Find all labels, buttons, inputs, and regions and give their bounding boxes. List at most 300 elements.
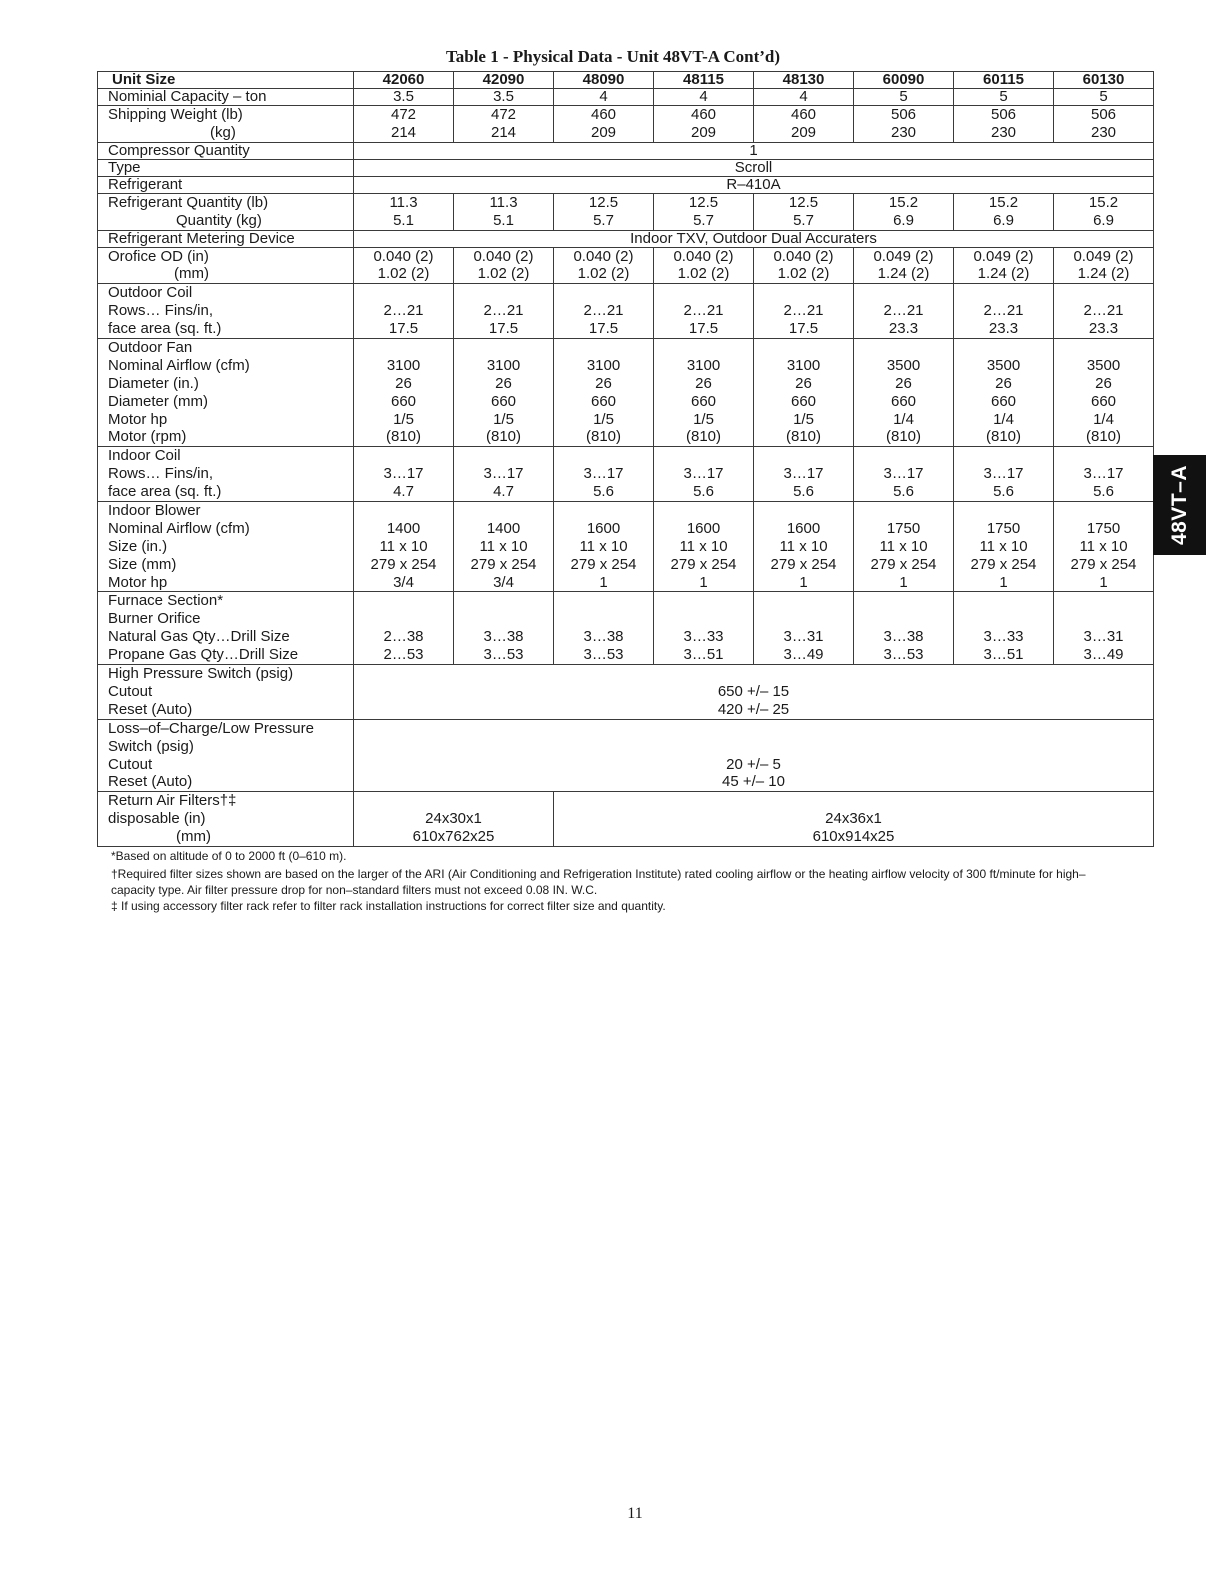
cell-value bbox=[454, 339, 553, 357]
section-tab bbox=[1153, 455, 1206, 555]
cell-value: 1.02 (2) bbox=[477, 265, 530, 283]
cell-value: 11 x 10 bbox=[979, 537, 1028, 555]
cell-value bbox=[1054, 592, 1153, 610]
cell-value bbox=[454, 447, 553, 465]
cell-value: 230 bbox=[890, 123, 917, 141]
cell-value: 1 bbox=[599, 573, 608, 591]
value-cell bbox=[754, 447, 854, 502]
row-label-line: Indoor Coil bbox=[108, 447, 181, 465]
cell-value: 5.7 bbox=[593, 211, 614, 229]
cell-value: 1.02 (2) bbox=[577, 265, 630, 283]
row-label-line: Natural Gas Qty…Drill Size bbox=[108, 628, 290, 646]
cell-value: 11 x 10 bbox=[879, 537, 928, 555]
cell-value: 3100 bbox=[486, 356, 521, 374]
cell-value bbox=[554, 339, 653, 357]
cell-value: 1400 bbox=[486, 519, 521, 537]
cell-value: 3.5 bbox=[493, 88, 514, 105]
cell-value: (810) bbox=[685, 428, 722, 446]
cell-value bbox=[1054, 610, 1153, 628]
row-high-pressure-switch-psig bbox=[98, 665, 1154, 720]
cell-value: 1/5 bbox=[593, 410, 614, 428]
value-cell bbox=[454, 502, 554, 592]
value-cell bbox=[1054, 284, 1154, 339]
value-cell bbox=[454, 592, 554, 665]
cell-value: 6.9 bbox=[1093, 211, 1114, 229]
value-cell bbox=[654, 284, 754, 339]
cell-value: 2…53 bbox=[383, 646, 424, 664]
row-label-line: Reset (Auto) bbox=[108, 700, 193, 718]
cell-value: 45 +/– 10 bbox=[722, 773, 785, 791]
value-cell bbox=[754, 284, 854, 339]
cell-value: 17.5 bbox=[588, 320, 619, 338]
cell-value: 5 bbox=[899, 88, 908, 105]
unit-size-value: 60130 bbox=[1082, 71, 1125, 88]
cell-value bbox=[654, 339, 753, 357]
row-refrigerant-quantity-lb bbox=[98, 193, 1154, 230]
cell-value: 2…21 bbox=[383, 302, 424, 320]
cell-value: 3…33 bbox=[683, 628, 724, 646]
row-label-line: Loss–of–Charge/Low Pressure bbox=[108, 719, 314, 737]
value-cell bbox=[454, 247, 554, 284]
value-cell bbox=[854, 106, 954, 143]
row-loss-of-charge-low-pressure bbox=[98, 719, 1154, 792]
row-label-line: (mm) bbox=[176, 828, 211, 846]
unit-size-column-header bbox=[954, 72, 1054, 89]
value-cell bbox=[354, 89, 454, 106]
cell-value bbox=[854, 284, 953, 302]
unit-size-value: 60090 bbox=[882, 71, 925, 88]
row-label bbox=[98, 284, 354, 339]
cell-value bbox=[554, 792, 1153, 810]
cell-value: 460 bbox=[790, 106, 817, 123]
row-outdoor-fan bbox=[98, 339, 1154, 447]
row-label-line: Reset (Auto) bbox=[108, 773, 193, 791]
cell-value: 279 x 254 bbox=[970, 555, 1037, 573]
cell-value: (810) bbox=[785, 428, 822, 446]
cell-value: 3…53 bbox=[583, 646, 624, 664]
value-cell bbox=[354, 106, 454, 143]
unit-size-value: 42060 bbox=[382, 71, 425, 88]
row-label-line: Nominal Airflow (cfm) bbox=[108, 519, 250, 537]
cell-value: 472 bbox=[490, 106, 517, 123]
cell-value: 1 bbox=[749, 142, 758, 159]
cell-value: 1600 bbox=[786, 519, 821, 537]
cell-value bbox=[554, 610, 653, 628]
cell-value: 209 bbox=[690, 123, 717, 141]
cell-value bbox=[754, 502, 853, 520]
row-label-line: face area (sq. ft.) bbox=[108, 483, 222, 501]
cell-value: 5.7 bbox=[693, 211, 714, 229]
cell-value: 3…49 bbox=[1083, 646, 1124, 664]
value-cell bbox=[954, 247, 1054, 284]
row-label-line: Rows… Fins/in, bbox=[108, 465, 214, 483]
cell-value: 2…21 bbox=[883, 302, 924, 320]
value-cell bbox=[754, 339, 854, 447]
cell-value: 5 bbox=[999, 88, 1008, 105]
value-cell bbox=[754, 247, 854, 284]
value-cell bbox=[954, 502, 1054, 592]
row-label bbox=[98, 193, 354, 230]
cell-value: 3…38 bbox=[883, 628, 924, 646]
value-cell bbox=[1054, 89, 1154, 106]
cell-value: 24x36x1 bbox=[825, 810, 882, 828]
cell-value: 1 bbox=[1099, 573, 1108, 591]
cell-value bbox=[654, 502, 753, 520]
cell-value: 3500 bbox=[1086, 356, 1121, 374]
value-cell bbox=[354, 339, 454, 447]
cell-value: 0.040 (2) bbox=[673, 247, 734, 265]
row-label-line: Outdoor Fan bbox=[108, 339, 193, 357]
row-label-line: Quantity (kg) bbox=[176, 211, 262, 229]
value-cell bbox=[354, 284, 454, 339]
value-cell bbox=[554, 106, 654, 143]
cell-value bbox=[354, 665, 1153, 683]
row-nominial-capacity-ton bbox=[98, 89, 1154, 106]
cell-value bbox=[454, 502, 553, 520]
cell-value: 2…21 bbox=[1083, 302, 1124, 320]
cell-value bbox=[354, 592, 453, 610]
cell-value: 3100 bbox=[786, 356, 821, 374]
cell-value: 279 x 254 bbox=[570, 555, 637, 573]
value-cell bbox=[954, 447, 1054, 502]
cell-value: 17.5 bbox=[388, 320, 419, 338]
cell-value: 2…21 bbox=[783, 302, 824, 320]
cell-value: 17.5 bbox=[688, 320, 719, 338]
footnotes bbox=[111, 848, 1101, 914]
cell-value bbox=[954, 592, 1053, 610]
cell-value bbox=[854, 610, 953, 628]
cell-value: 1.24 (2) bbox=[977, 265, 1030, 283]
cell-value: 460 bbox=[590, 106, 617, 123]
value-cell bbox=[1054, 447, 1154, 502]
cell-value: 20 +/– 5 bbox=[726, 755, 781, 773]
value-cell bbox=[554, 193, 654, 230]
cell-value: 1 bbox=[899, 573, 908, 591]
cell-value: 5 bbox=[1099, 88, 1108, 105]
cell-value bbox=[354, 447, 453, 465]
value-cell bbox=[754, 502, 854, 592]
cell-value: 460 bbox=[690, 106, 717, 123]
cell-value: 3…31 bbox=[1083, 628, 1124, 646]
cell-value: 472 bbox=[390, 106, 417, 123]
row-outdoor-coil bbox=[98, 284, 1154, 339]
cell-value: 17.5 bbox=[788, 320, 819, 338]
section-tab-label: 48VT–A bbox=[1167, 464, 1191, 546]
unit-size-column-header bbox=[654, 72, 754, 89]
cell-value: 1 bbox=[699, 573, 708, 591]
cell-value bbox=[1054, 447, 1153, 465]
cell-value bbox=[754, 339, 853, 357]
cell-value: 26 bbox=[595, 374, 612, 392]
cell-value: 15.2 bbox=[1088, 193, 1119, 211]
cell-value: 6.9 bbox=[993, 211, 1014, 229]
cell-value: Scroll bbox=[734, 159, 773, 176]
cell-value bbox=[554, 592, 653, 610]
unit-size-value: 60115 bbox=[983, 71, 1024, 88]
cell-value bbox=[954, 502, 1053, 520]
cell-value: (810) bbox=[385, 428, 422, 446]
cell-value: 26 bbox=[895, 374, 912, 392]
cell-value: 0.049 (2) bbox=[1073, 247, 1134, 265]
value-cell bbox=[1054, 193, 1154, 230]
cell-value: 5.1 bbox=[393, 211, 414, 229]
cell-value: 1750 bbox=[1086, 519, 1121, 537]
row-label-line: Switch (psig) bbox=[108, 737, 194, 755]
cell-value bbox=[654, 447, 753, 465]
row-label bbox=[98, 339, 354, 447]
table-title: Table 1 - Physical Data - Unit 48VT-A Cont’d) bbox=[445, 47, 781, 66]
cell-value: 420 +/– 25 bbox=[717, 700, 790, 718]
merged-value-cell bbox=[354, 176, 1154, 193]
cell-value: 3…17 bbox=[1083, 465, 1124, 483]
cell-value: 1600 bbox=[686, 519, 721, 537]
cell-value: 1/5 bbox=[793, 410, 814, 428]
row-label-line: Diameter (in.) bbox=[108, 374, 199, 392]
value-cell bbox=[754, 193, 854, 230]
cell-value: 26 bbox=[995, 374, 1012, 392]
value-cell bbox=[954, 592, 1054, 665]
row-label-line: Type bbox=[108, 159, 141, 176]
value-cell bbox=[954, 89, 1054, 106]
cell-value: 3…17 bbox=[583, 465, 624, 483]
value-cell bbox=[554, 247, 654, 284]
value-cell bbox=[1054, 247, 1154, 284]
cell-value: 1.02 (2) bbox=[377, 265, 430, 283]
cell-value: 1/4 bbox=[893, 410, 914, 428]
cell-value: 11 x 10 bbox=[479, 537, 528, 555]
cell-value: 23.3 bbox=[988, 320, 1019, 338]
cell-value: 4.7 bbox=[393, 483, 414, 501]
cell-value: 3500 bbox=[886, 356, 921, 374]
cell-value: 1750 bbox=[886, 519, 921, 537]
value-cell bbox=[454, 447, 554, 502]
cell-value: 11 x 10 bbox=[1079, 537, 1128, 555]
merged-value-cell bbox=[354, 665, 1154, 720]
row-label bbox=[98, 106, 354, 143]
cell-value bbox=[754, 592, 853, 610]
unit-size-value: 48090 bbox=[582, 71, 625, 88]
cell-value: 1/5 bbox=[493, 410, 514, 428]
value-cell bbox=[554, 447, 654, 502]
cell-value: 660 bbox=[490, 392, 517, 410]
cell-value: (810) bbox=[985, 428, 1022, 446]
cell-value: 214 bbox=[390, 123, 417, 141]
value-cell bbox=[354, 193, 454, 230]
cell-value: 5.7 bbox=[793, 211, 814, 229]
cell-value: 2…21 bbox=[583, 302, 624, 320]
cell-value bbox=[554, 284, 653, 302]
cell-value: 3…38 bbox=[483, 628, 524, 646]
row-label-line: Size (in.) bbox=[108, 537, 168, 555]
value-cell bbox=[354, 247, 454, 284]
row-label-line: Refrigerant Quantity (lb) bbox=[108, 193, 269, 211]
unit-size-header bbox=[98, 72, 354, 89]
cell-value: 15.2 bbox=[888, 193, 919, 211]
row-label-line: Diameter (mm) bbox=[108, 392, 208, 410]
cell-value: 6.9 bbox=[893, 211, 914, 229]
value-cell bbox=[454, 193, 554, 230]
row-label-line: Nominial Capacity – ton bbox=[108, 88, 267, 105]
cell-value bbox=[654, 284, 753, 302]
row-label-line: Nominal Airflow (cfm) bbox=[108, 356, 250, 374]
row-label-line: Outdoor Coil bbox=[108, 284, 193, 302]
cell-value: 1/5 bbox=[393, 410, 414, 428]
value-cell bbox=[854, 339, 954, 447]
unit-size-column-header bbox=[754, 72, 854, 89]
cell-value: 3…51 bbox=[683, 646, 724, 664]
cell-value: 3…17 bbox=[683, 465, 724, 483]
cell-value: (810) bbox=[585, 428, 622, 446]
value-cell bbox=[954, 106, 1054, 143]
cell-value: 5.6 bbox=[693, 483, 714, 501]
cell-value: 17.5 bbox=[488, 320, 519, 338]
footnote-filter-sizes: †Required filter sizes shown are based on the larger of the ARI (Air Conditioning and Refrigeration Institute) rated cooling airflow or the heating airflow velocity of 300 ft/minute for high–capacity type. Air filter pressure drop for non–standard filters must not exceed 0.08 IN. W.C. bbox=[111, 867, 1086, 897]
value-cell bbox=[1054, 502, 1154, 592]
row-label-line: Cutout bbox=[108, 682, 153, 700]
value-cell bbox=[354, 447, 454, 502]
row-label-line: High Pressure Switch (psig) bbox=[108, 665, 294, 683]
row-refrigerant-metering-device bbox=[98, 230, 1154, 247]
value-cell bbox=[854, 502, 954, 592]
row-label-line: Propane Gas Qty…Drill Size bbox=[108, 646, 299, 664]
row-return-air-filters bbox=[98, 792, 1154, 847]
cell-value bbox=[354, 610, 453, 628]
cell-value bbox=[354, 720, 1153, 738]
cell-value: 1/4 bbox=[1093, 410, 1114, 428]
cell-value: 15.2 bbox=[988, 193, 1019, 211]
cell-value: 5.6 bbox=[993, 483, 1014, 501]
cell-value: 3100 bbox=[686, 356, 721, 374]
row-label-line: Size (mm) bbox=[108, 555, 177, 573]
row-label-line: Refrigerant bbox=[108, 176, 183, 193]
footnote-altitude: *Based on altitude of 0 to 2000 ft (0–610 m). bbox=[111, 849, 347, 863]
row-label-line: Cutout bbox=[108, 755, 153, 773]
row-label bbox=[98, 502, 354, 592]
value-cell bbox=[654, 89, 754, 106]
value-cell bbox=[654, 193, 754, 230]
value-cell bbox=[554, 592, 654, 665]
cell-value bbox=[854, 502, 953, 520]
cell-value bbox=[1054, 502, 1153, 520]
row-label bbox=[98, 792, 354, 847]
value-cell bbox=[554, 284, 654, 339]
cell-value: 660 bbox=[890, 392, 917, 410]
row-compressor-quantity bbox=[98, 142, 1154, 159]
cell-value: 1400 bbox=[386, 519, 421, 537]
cell-value: 660 bbox=[990, 392, 1017, 410]
cell-value: 4 bbox=[699, 88, 708, 105]
value-cell bbox=[854, 193, 954, 230]
row-orofice-od-in bbox=[98, 247, 1154, 284]
cell-value: 3…17 bbox=[383, 465, 424, 483]
row-label bbox=[98, 142, 354, 159]
row-label bbox=[98, 592, 354, 665]
page-number: 11 bbox=[627, 1505, 643, 1522]
header-row bbox=[98, 72, 1154, 89]
cell-value: 279 x 254 bbox=[870, 555, 937, 573]
value-cell bbox=[654, 592, 754, 665]
cell-value bbox=[1054, 284, 1153, 302]
value-cell bbox=[854, 592, 954, 665]
unit-size-value: 48130 bbox=[782, 71, 825, 88]
cell-value: 1/4 bbox=[993, 410, 1014, 428]
cell-value bbox=[754, 610, 853, 628]
cell-value: 660 bbox=[590, 392, 617, 410]
unit-size-value: 42090 bbox=[482, 71, 525, 88]
cell-value: 506 bbox=[990, 106, 1017, 123]
cell-value: 2…21 bbox=[983, 302, 1024, 320]
cell-value: 3…17 bbox=[983, 465, 1024, 483]
row-label-line: Burner Orifice bbox=[108, 610, 201, 628]
row-label bbox=[98, 719, 354, 792]
value-cell bbox=[754, 592, 854, 665]
cell-value bbox=[954, 284, 1053, 302]
cell-value: 3100 bbox=[586, 356, 621, 374]
value-cell bbox=[954, 193, 1054, 230]
value-cell bbox=[854, 89, 954, 106]
cell-value: 610x762x25 bbox=[412, 828, 495, 846]
cell-value: 3…17 bbox=[483, 465, 524, 483]
cell-value bbox=[454, 284, 553, 302]
cell-value: 279 x 254 bbox=[770, 555, 837, 573]
cell-value: 0.040 (2) bbox=[473, 247, 534, 265]
row-label-line: face area (sq. ft.) bbox=[108, 320, 222, 338]
cell-value: 3500 bbox=[986, 356, 1021, 374]
cell-value: 506 bbox=[1090, 106, 1117, 123]
row-label-line: Rows… Fins/in, bbox=[108, 302, 214, 320]
value-cell bbox=[654, 447, 754, 502]
cell-value: 4 bbox=[599, 88, 608, 105]
row-label bbox=[98, 176, 354, 193]
cell-value: 0.040 (2) bbox=[573, 247, 634, 265]
row-label-line: (mm) bbox=[174, 265, 209, 283]
cell-value: 12.5 bbox=[788, 193, 819, 211]
value-cell bbox=[554, 502, 654, 592]
value-cell bbox=[454, 284, 554, 339]
cell-value: R–410A bbox=[726, 176, 781, 193]
cell-value: 11.3 bbox=[389, 193, 418, 211]
cell-value: 279 x 254 bbox=[1070, 555, 1137, 573]
row-label bbox=[98, 230, 354, 247]
cell-value: 26 bbox=[495, 374, 512, 392]
cell-value: 3…17 bbox=[883, 465, 924, 483]
cell-value: 230 bbox=[1090, 123, 1117, 141]
row-type bbox=[98, 159, 1154, 176]
cell-value bbox=[1054, 339, 1153, 357]
value-cell bbox=[554, 89, 654, 106]
row-label-line: (kg) bbox=[210, 123, 236, 141]
row-label-line: Shipping Weight (lb) bbox=[108, 106, 243, 123]
cell-value: 26 bbox=[795, 374, 812, 392]
row-label bbox=[98, 665, 354, 720]
cell-value: 5.6 bbox=[893, 483, 914, 501]
cell-value: 26 bbox=[395, 374, 412, 392]
cell-value: 214 bbox=[490, 123, 517, 141]
cell-value: 0.049 (2) bbox=[873, 247, 934, 265]
value-cell bbox=[854, 247, 954, 284]
cell-value: 0.040 (2) bbox=[373, 247, 434, 265]
cell-value: 3…53 bbox=[483, 646, 524, 664]
value-cell bbox=[554, 339, 654, 447]
value-cell bbox=[654, 247, 754, 284]
row-label-line: Motor hp bbox=[108, 573, 168, 591]
unit-size-column-header bbox=[854, 72, 954, 89]
row-shipping-weight-lb bbox=[98, 106, 1154, 143]
cell-value: 5.6 bbox=[1093, 483, 1114, 501]
cell-value: 209 bbox=[590, 123, 617, 141]
cell-value: 3.5 bbox=[393, 88, 414, 105]
cell-value: 3…38 bbox=[583, 628, 624, 646]
